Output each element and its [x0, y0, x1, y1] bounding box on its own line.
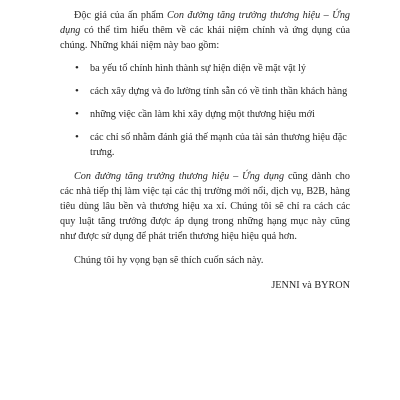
book-page — [60, 8, 350, 293]
bullet-icon: • — [75, 131, 79, 144]
audience-paragraph — [60, 169, 350, 245]
list-item-text: cách xây dựng và đo lường tính sẵn có về tinh thần khách hàng — [90, 85, 348, 97]
list-item-text: ba yếu tố chính hình thành sự hiện diện về mặt vật lý — [90, 62, 307, 74]
list-item — [60, 107, 350, 122]
list-item — [60, 84, 350, 99]
intro-paragraph — [60, 8, 350, 54]
intro-book-title: Con đường tăng trưởng thương hiệu – Ứng dụng — [60, 10, 351, 37]
list-item-text: những việc cần làm khi xây dựng một thương hiệu mới — [90, 109, 315, 121]
list-item-text: các chỉ số nhằm đánh giá thế mạnh của tài sản thương hiệu đặc trưng. — [90, 132, 347, 159]
intro-text-end: có thể tìm hiểu thêm về các khái niệm chính và ứng dụng của chúng. Những khái niệm này bao gồm: — [60, 25, 350, 52]
concept-list — [60, 61, 350, 161]
list-item — [60, 61, 350, 76]
audience-book-title: Con đường tăng trưởng thương hiệu – Ứng dụng — [74, 170, 285, 182]
bullet-icon: • — [75, 61, 79, 74]
list-item — [60, 130, 350, 160]
audience-text: cũng dành cho các nhà tiếp thị làm việc tại các thị trường mới nổi, dịch vụ, B2B, hàng tiêu dùng lâu bền và thương hiệu xa xỉ. Chúng tôi sẽ chỉ ra cách các quy luật tăng trưởng được áp dụng trong những hạng mục này cũng như được sử dụng để phát triển thương hiệu hiệu quả hơn. — [60, 170, 350, 243]
closing-paragraph: Chúng tôi hy vọng bạn sẽ thích cuốn sách này. — [74, 254, 264, 266]
bullet-icon: • — [75, 84, 79, 97]
author-signature: JENNI và BYRON — [271, 279, 350, 291]
bullet-icon: • — [75, 108, 79, 121]
intro-text-start: Độc giả của ấn phẩm — [74, 10, 167, 21]
